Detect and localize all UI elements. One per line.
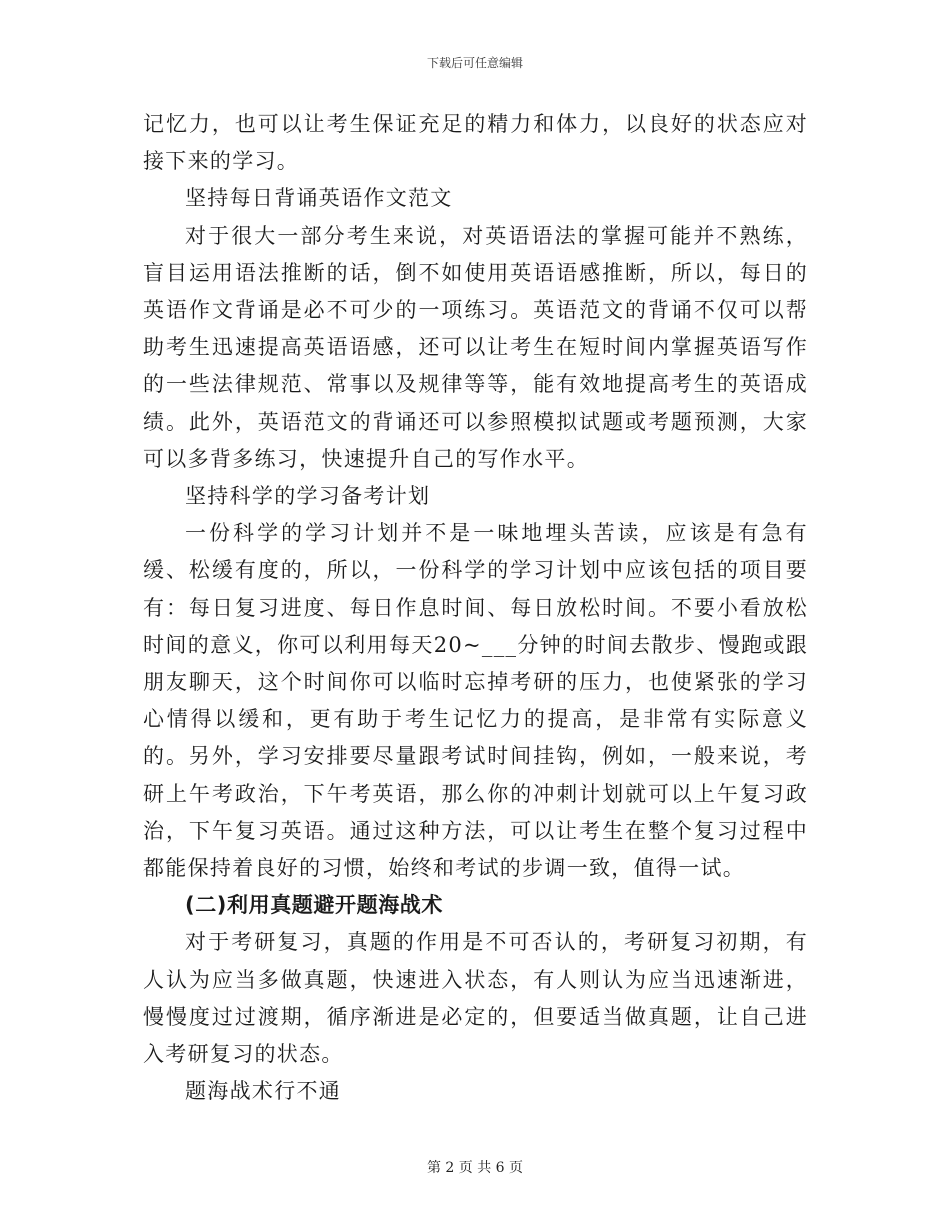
- paragraph: 记忆力，也可以让考生保证充足的精力和体力，以良好的状态应对接下来的学习。: [143, 112, 808, 174]
- section-heading: 题海战术行不通: [185, 1079, 342, 1104]
- document-body: [143, 106, 808, 1110]
- section-heading: 坚持科学的学习备考计划: [185, 484, 431, 509]
- paragraph: 对于很大一部分考生来说，对英语语法的掌握可能并不熟练，盲目运用语法推断的话，倒不如使用英语语感推断，所以，每日的英语作文背诵是必不可少的一项练习。英语范文的背诵不仅可以帮助考生迅速提高英语语感，还可以让考生在短时间内掌握英语写作的一些法律规范、常事以及规律等等，能有效地提高考生的英语成绩。此外，英语范文的背诵还可以参照模拟试题或考题预测，大家可以多背多练习，快速提升自己的写作水平。: [143, 223, 808, 471]
- paragraph: 一份科学的学习计划并不是一味地埋头苦读，应该是有急有缓、松缓有度的，所以，一份科学的学习计划中应该包括的项目要有：每日复习进度、每日作息时间、每日放松时间。不要小看放松时间的意义，你可以利用每天20~___分钟的时间去散步、慢跑或跟朋友聊天，这个时间你可以临时忘掉考研的压力，也使紧张的学习心情得以缓和，更有助于考生记忆力的提高，是非常有实际意义的。另外，学习安排要尽量跟考试时间挂钩，例如，一般来说，考研上午考政治，下午考英语，那么你的冲刺计划就可以上午复习政治，下午复习英语。通过这种方法，可以让考生在整个复习过程中都能保持着良好的习惯，始终和考试的步调一致，值得一试。: [143, 521, 808, 881]
- page-number: 第 2 页 共 6 页: [426, 1160, 524, 1176]
- paragraph: 对于考研复习，真题的作用是不可否认的，考研复习初期，有人认为应当多做真题，快速进入状态，有人则认为应当迅速渐进，慢慢度过过渡期，循序渐进是必定的，但要适当做真题，让自己进入考研复习的状态。: [143, 930, 808, 1067]
- section-heading: 坚持每日背诵英语作文范文: [185, 186, 453, 211]
- header-note: 下载后可任意编辑: [426, 56, 523, 70]
- bold-heading: (二)利用真题避开题海战术: [185, 893, 443, 918]
